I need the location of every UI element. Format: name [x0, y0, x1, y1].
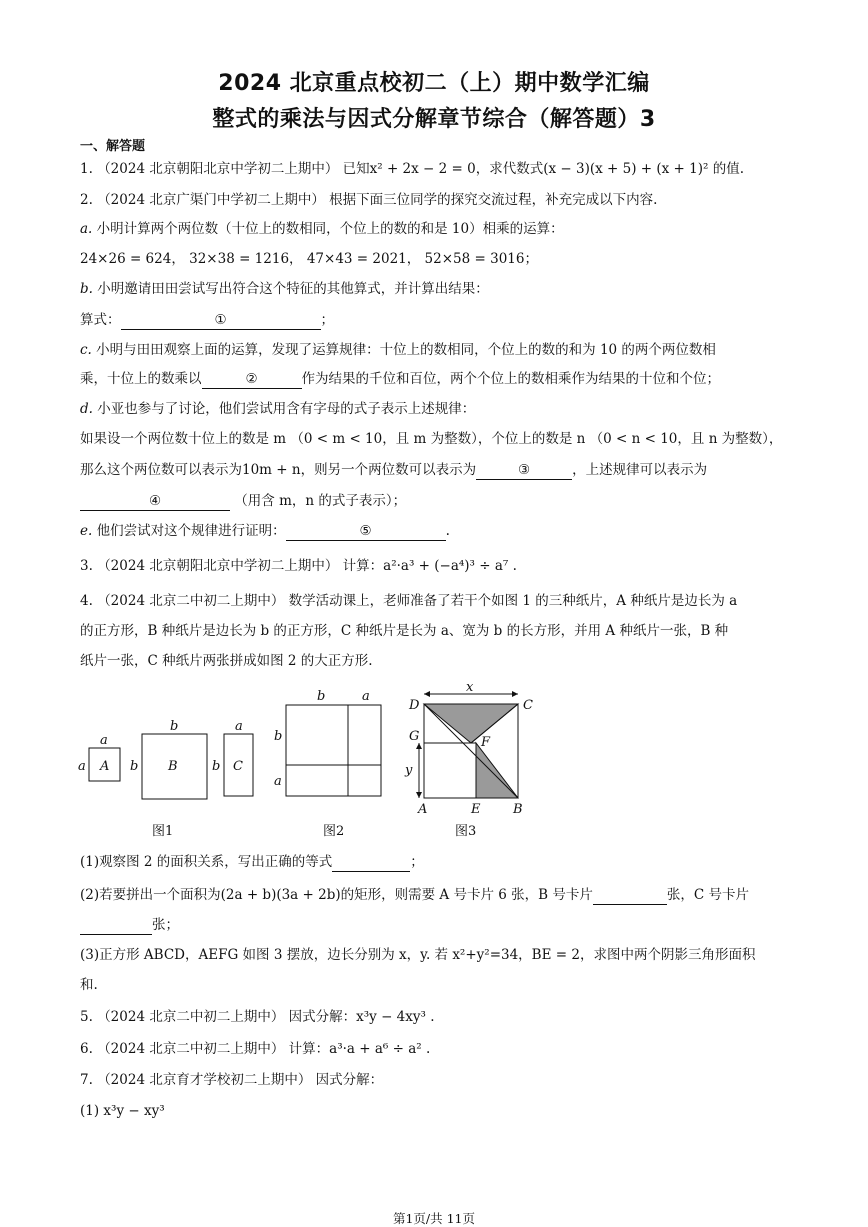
part-text: (1)观察图 2 的面积关系，写出正确的等式 [80, 854, 333, 870]
part-label: b. [80, 281, 93, 297]
q4-part-3: (3)正方形 ABCD，AEFG 如图 3 摆放，边长分别为 x，y. 若 x²+y²=34，BE = 2，求图中两个阴影三角形面积 [80, 947, 756, 963]
question-number: 3. [80, 558, 93, 574]
q4-part-3-cont: 和. [80, 977, 98, 993]
part-text: 张，C 号卡片 [666, 887, 749, 903]
part-text: 那么这个两位数可以表示为10m + n，则另一个两位数可以表示为 [80, 462, 477, 478]
part-text: 小明与田田观察上面的运算，发现了运算规律：十位上的数相同，个位上的数的和为 10 的两个两位数相 [96, 342, 716, 358]
part-label: c. [80, 342, 92, 358]
question-text: 计算：a²·a³ + (−a⁴)³ ÷ a⁷ . [342, 558, 517, 574]
q4-part-2 [80, 886, 749, 905]
question-number: 4. [80, 593, 93, 609]
answer-blank-q4-2b[interactable] [593, 886, 667, 905]
fig2-caption: 图2 [323, 824, 345, 839]
part-text: 小明计算两个两位数（十位上的数相同，个位上的数的和是 10）相乘的运算： [96, 221, 564, 237]
fig3-label-y: y [405, 763, 413, 778]
arrow-right-icon [512, 691, 518, 697]
fig3-point-F: F [481, 735, 491, 750]
question-number: 2. [80, 192, 93, 208]
fig1-label-b-left: b [130, 759, 139, 774]
fig3-shaded-top [424, 704, 518, 743]
fig3-point-D: D [409, 698, 420, 713]
q2-d-line3 [80, 492, 406, 511]
question-3 [80, 557, 517, 575]
section-heading: 一、解答题 [80, 139, 146, 154]
punct: ； [410, 854, 424, 870]
question-1 [80, 160, 744, 178]
question-source: （2024 北京广渠门中学初二上期中） [97, 192, 325, 208]
fig2-label-a-top: a [362, 689, 370, 704]
question-number: 5. [80, 1009, 93, 1025]
answer-blank-2[interactable]: ② [202, 370, 302, 389]
fig2-label-b-top: b [317, 689, 326, 704]
question-4 [80, 592, 737, 610]
question-text: 已知x² + 2x − 2 = 0，求代数式(x − 3)(x + 5) + (x + 1)² 的值. [342, 161, 745, 177]
fig2-label-b-left: b [274, 729, 283, 744]
fig1-label-a-c: a [235, 719, 243, 734]
page-title-line1: 2024 北京重点校初二（上）期中数学汇编 [218, 71, 650, 96]
fig3-point-E: E [471, 802, 481, 817]
answer-blank-3[interactable]: ③ [476, 461, 572, 480]
page-footer: 第1页/共 11页 [392, 1211, 476, 1226]
answer-blank-q4-1[interactable] [332, 853, 410, 872]
part-label: e. [80, 523, 93, 539]
fig1-label-b-top: b [170, 719, 179, 734]
q2-d-line2 [80, 461, 707, 480]
q4-part-2-cont [80, 916, 179, 935]
fig3-point-G: G [409, 729, 420, 744]
figures-panel [70, 682, 550, 847]
fig3-point-B: B [513, 802, 523, 817]
question-number: 6. [80, 1041, 93, 1057]
arrow-down-icon [416, 792, 422, 798]
part-text: （用含 m，n 的式子表示）； [234, 493, 407, 509]
fig1-tile-A: A [100, 759, 110, 774]
fig1-label-a-left: a [78, 759, 86, 774]
fig2-big-square [286, 705, 381, 796]
q4-part-1 [80, 853, 424, 872]
q2-examples: 24×26 = 624， 32×38 = 1216， 47×43 = 2021， 52×58 = 3016； [80, 251, 538, 267]
answer-blank-4[interactable]: ④ [80, 492, 230, 511]
punct: . [445, 523, 450, 539]
question-text: 根据下面三位同学的探究交流过程，补充完成以下内容. [329, 192, 658, 208]
question-text: 数学活动课上，老师准备了若干个如图 1 的三种纸片，A 种纸片是边长为 a [288, 593, 738, 609]
page-title-line2: 整式的乘法与因式分解章节综合（解答题）3 [212, 107, 656, 132]
figure-3 [416, 691, 518, 798]
part-text: 作为结果的千位和百位，两个个位上的数相乘作为结果的十位和个位； [301, 371, 720, 387]
part-text: ，上述规律可以表示为 [572, 462, 708, 478]
question-source: （2024 北京朝阳北京中学初二上期中） [97, 161, 339, 177]
q2-formula-line [80, 311, 334, 330]
fig3-caption: 图3 [455, 824, 477, 839]
answer-blank-1[interactable]: ① [121, 311, 321, 330]
formula-label: 算式： [80, 312, 121, 328]
q4-line3: 纸片一张，C 种纸片两张拼成如图 2 的大正方形. [80, 653, 373, 669]
part-text: (2)若要拼出一个面积为(2a + b)(3a + 2b)的矩形，则需要 A 号卡片 6 张，B 号卡片 [80, 887, 593, 903]
punct: ； [320, 312, 334, 328]
question-number: 1. [80, 161, 93, 177]
question-source: （2024 北京二中初二上期中） [97, 1041, 285, 1057]
figure-2 [286, 705, 381, 796]
question-6 [80, 1040, 430, 1058]
fig3-shaded-right [476, 743, 518, 798]
q7-part-1: (1) x³y − xy³ [80, 1103, 165, 1119]
q2-part-c-line1 [80, 341, 716, 359]
q2-part-a [80, 220, 564, 238]
part-text: 张； [152, 917, 179, 933]
part-text: 乘，十位上的数乘以 [80, 371, 202, 387]
question-text: 因式分解：x³y − 4xy³ . [288, 1009, 435, 1025]
question-source: （2024 北京二中初二上期中） [97, 1009, 285, 1025]
q2-part-d [80, 400, 475, 418]
question-source: （2024 北京育才学校初二上期中） [97, 1072, 312, 1088]
part-text: 他们尝试对这个规律进行证明： [96, 523, 286, 539]
question-number: 7. [80, 1072, 93, 1088]
q2-part-c-line2 [80, 370, 720, 389]
part-label: a. [80, 221, 93, 237]
answer-blank-q4-2c[interactable] [80, 916, 152, 935]
part-label: d. [80, 401, 93, 417]
q2-part-e [80, 522, 450, 541]
answer-blank-5[interactable]: ⑤ [286, 522, 446, 541]
fig2-label-a-left: a [274, 774, 282, 789]
fig1-label-a-top: a [100, 733, 108, 748]
arrow-left-icon [424, 691, 430, 697]
fig3-point-C: C [523, 698, 533, 713]
question-2 [80, 191, 657, 209]
fig3-point-A: A [418, 802, 428, 817]
part-text: 小明邀请田田尝试写出符合这个特征的其他算式，并计算出结果： [97, 281, 489, 297]
question-5 [80, 1008, 435, 1026]
fig1-tile-B: B [168, 759, 178, 774]
part-text: 小亚也参与了讨论，他们尝试用含有字母的式子表示上述规律： [97, 401, 476, 417]
question-7 [80, 1071, 383, 1089]
fig1-caption: 图1 [152, 824, 174, 839]
question-text: 计算：a³·a + a⁶ ÷ a² . [288, 1041, 431, 1057]
question-text: 因式分解： [315, 1072, 384, 1088]
q2-d-line1: 如果设一个两位数十位上的数是 m （0 < m < 10，且 m 为整数），个位上的数是 n （0 < n < 10，且 n 为整数）， [80, 431, 783, 447]
question-source: （2024 北京朝阳北京中学初二上期中） [97, 558, 339, 574]
q4-line2: 的正方形，B 种纸片是边长为 b 的正方形，C 种纸片是长为 a、宽为 b 的长方形，并用 A 种纸片一张，B 种 [80, 623, 729, 639]
fig3-label-x: x [466, 682, 474, 695]
question-source: （2024 北京二中初二上期中） [97, 593, 285, 609]
fig1-tile-C: C [233, 759, 243, 774]
fig1-label-b-c: b [212, 759, 221, 774]
q2-part-b [80, 280, 489, 298]
